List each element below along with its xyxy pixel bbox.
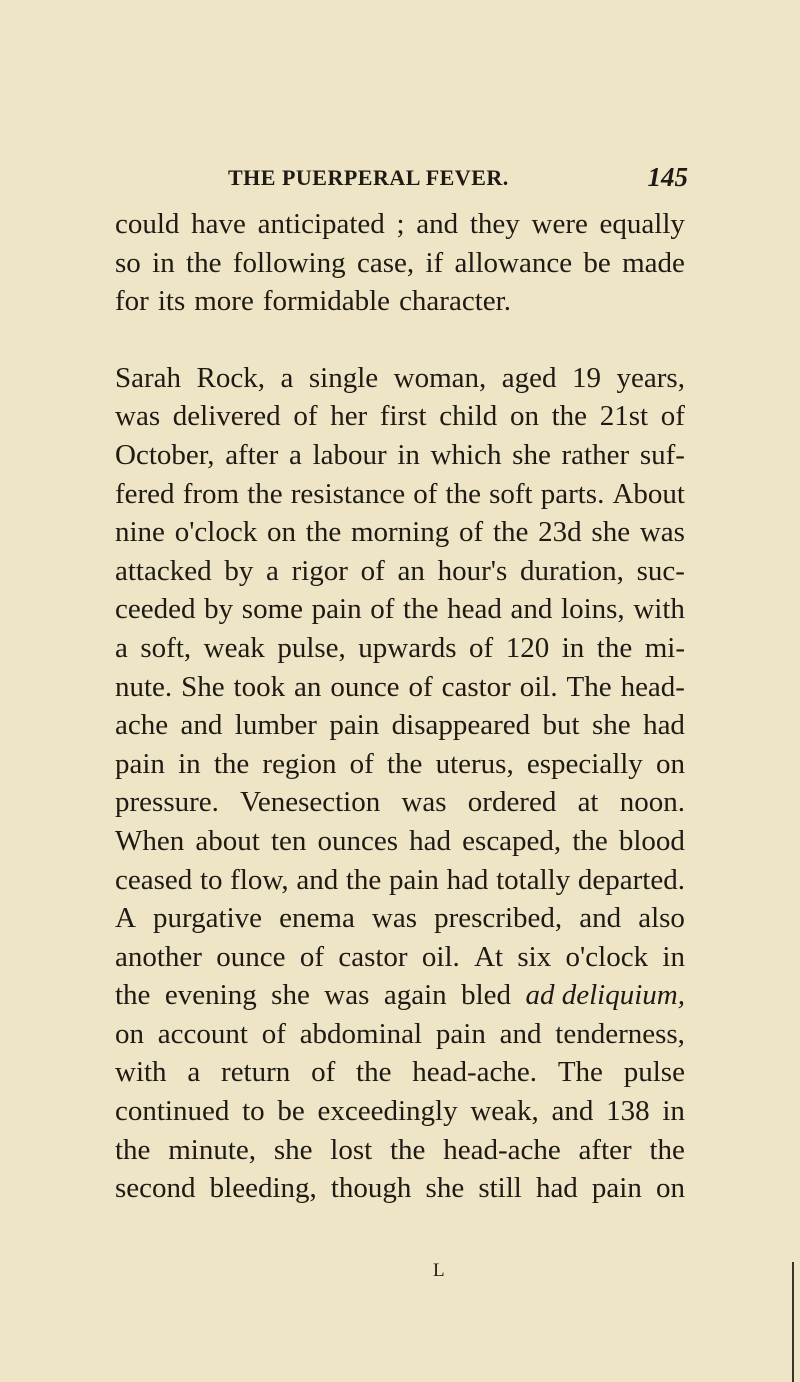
body-text xyxy=(115,205,685,1208)
text-line: with a return of the head-ache. The pulse xyxy=(115,1056,685,1089)
text-line: When about ten ounces had escaped, the blood xyxy=(115,824,685,857)
text-line: A purgative enema was prescribed, and also xyxy=(115,902,685,935)
page-edge-line xyxy=(792,1262,794,1382)
text-line: nine o'clock on the morning of the 23d she was xyxy=(115,516,685,549)
text-line: October, after a labour in which she rather suf- xyxy=(115,438,685,471)
text-line: ceeded by some pain of the head and loins, with xyxy=(115,593,685,626)
text-line: ceased to flow, and the pain had totally departed. xyxy=(115,863,685,896)
text-line: could have anticipated ; and they were equally xyxy=(115,208,685,240)
text-line: ache and lumber pain disappeared but she had xyxy=(115,709,685,742)
text-line: continued to be exceedingly weak, and 138 in xyxy=(115,1095,685,1128)
text-line: Sarah Rock, a single woman, aged 19 years, xyxy=(115,361,685,394)
page-number: 145 xyxy=(647,162,688,192)
text-line: the evening she was again bled ad deliquium, xyxy=(115,979,685,1012)
text-line: a soft, weak pulse, upwards of 120 in the mi- xyxy=(115,631,685,664)
text-line: the minute, she lost the head-ache after the xyxy=(115,1133,685,1166)
running-head xyxy=(228,162,688,197)
text-line: on account of abdominal pain and tenderness, xyxy=(115,1017,685,1050)
signature-mark: L xyxy=(433,1260,445,1281)
running-title: THE PUERPERAL FEVER. xyxy=(228,165,509,190)
paragraph-break xyxy=(115,321,685,359)
text-line: pain in the region of the uterus, especially on xyxy=(115,747,685,780)
text-line: fered from the resistance of the soft parts. About xyxy=(115,477,685,510)
paragraph xyxy=(115,359,685,1208)
text-line: second bleeding, though she still had pain on xyxy=(115,1172,685,1205)
text-line: nute. She took an ounce of castor oil. The head- xyxy=(115,670,685,703)
text-line: another ounce of castor oil. At six o'clock in xyxy=(115,940,685,973)
paragraph xyxy=(115,205,685,321)
text-line: pressure. Venesection was ordered at noon. xyxy=(115,786,685,819)
text-line: for its more formidable character. xyxy=(115,285,511,318)
text-line: so in the following case, if allowance be made xyxy=(115,246,685,279)
text-line: attacked by a rigor of an hour's duration, suc- xyxy=(115,554,685,587)
text-line: was delivered of her first child on the 21st of xyxy=(115,400,685,433)
